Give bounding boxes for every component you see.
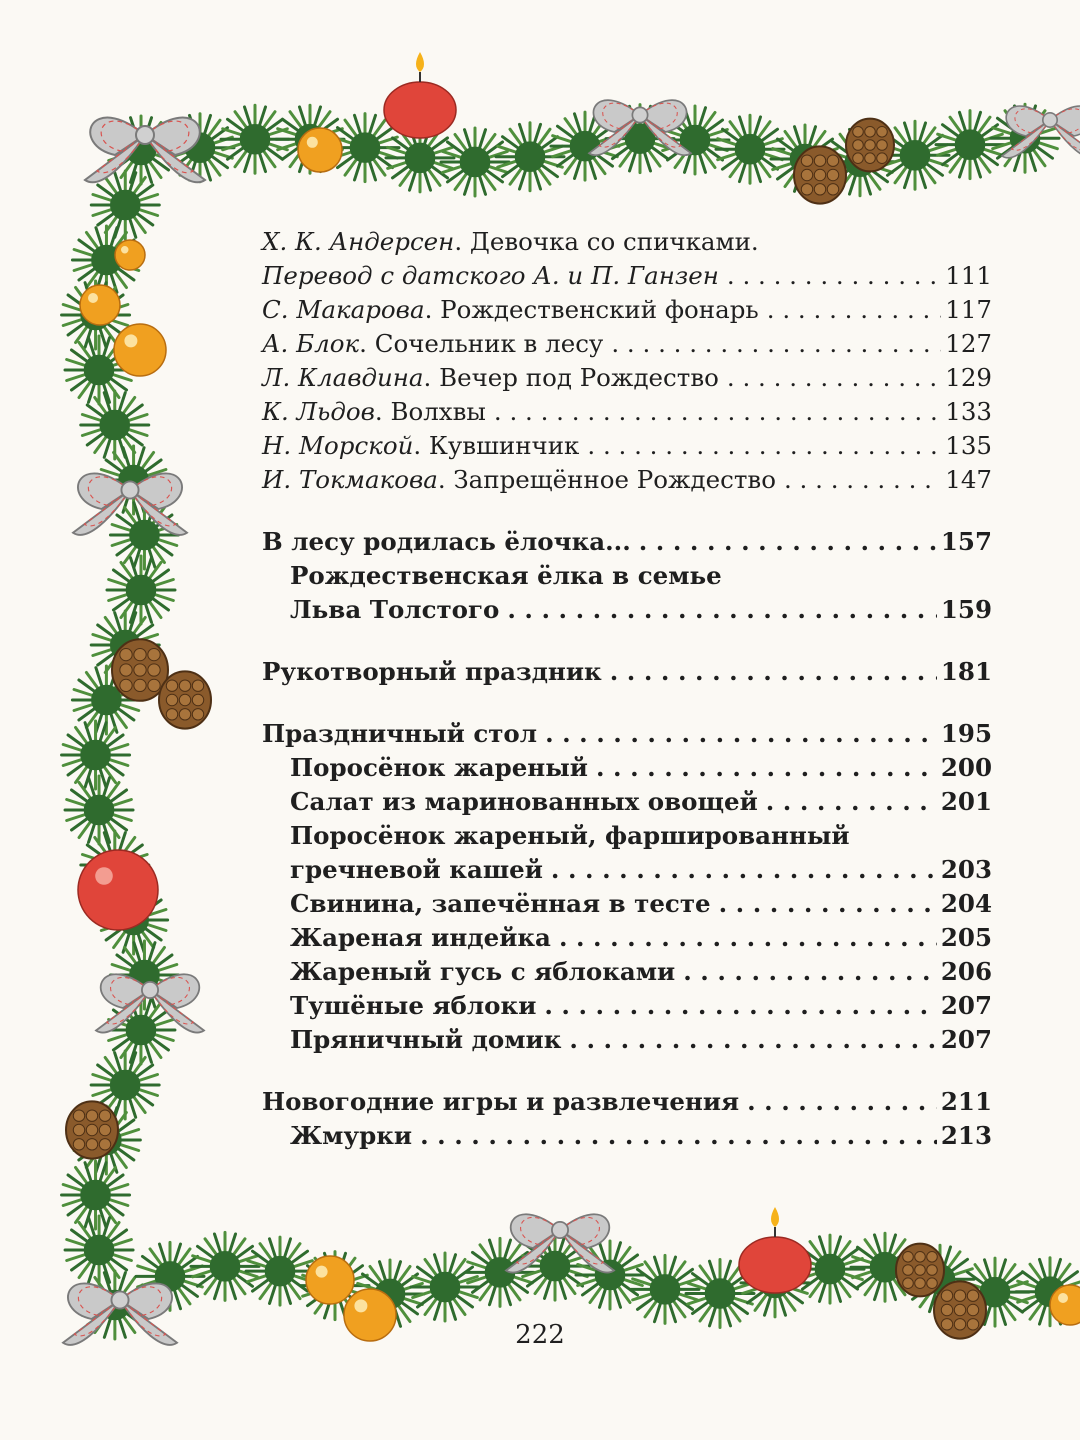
pine-branch-icon	[65, 776, 133, 844]
toc-section	[262, 717, 992, 1057]
entry-author: Л. Клавдина	[262, 363, 424, 392]
toc-entry[interactable]	[262, 429, 992, 463]
section-page-number: 157	[940, 527, 992, 556]
entry-title: Вечер под Рождество	[439, 363, 719, 392]
toc-line	[262, 559, 992, 593]
dot-leader	[420, 1119, 937, 1153]
subentry-page-number: 207	[940, 1025, 992, 1054]
dot-leader	[610, 655, 937, 689]
toc-line	[262, 785, 992, 819]
pine-branch-icon	[936, 111, 1004, 179]
section-page-number: 181	[940, 657, 992, 686]
subentry-title: Свинина, запечённая в тесте	[290, 889, 711, 918]
subentry-page-number: 206	[940, 957, 992, 986]
candle-icon	[384, 52, 456, 138]
toc-line	[262, 853, 992, 887]
toc-subentry[interactable]	[262, 559, 992, 627]
subentry-title-cont: гречневой кашей	[290, 855, 543, 884]
subentry-title: Поросёнок жареный	[290, 753, 588, 782]
pine-branch-icon	[62, 721, 130, 789]
entry-heading	[262, 225, 759, 259]
toc-entry[interactable]	[262, 327, 992, 361]
subentry-title: Жареный гусь с яблоками	[290, 957, 676, 986]
toc-line	[262, 955, 992, 989]
dot-leader	[611, 327, 941, 361]
section-title: Праздничный стол	[262, 719, 538, 748]
pine-branch-icon	[65, 1216, 133, 1284]
pine-cone-icon	[896, 1244, 944, 1297]
toc-entry[interactable]	[262, 361, 992, 395]
toc-line	[262, 819, 992, 853]
toc-line	[262, 327, 992, 361]
pine-cone-icon	[794, 146, 846, 203]
pine-branch-icon	[81, 391, 149, 459]
entry-separator: .	[437, 465, 454, 494]
entry-separator: .	[424, 295, 441, 324]
entry-heading	[262, 429, 579, 463]
toc-subentry[interactable]	[262, 1119, 992, 1153]
toc-line	[262, 921, 992, 955]
subentry-page-number: 207	[940, 991, 992, 1020]
entry-heading	[262, 463, 776, 497]
subentry-title: Пряничный домик	[290, 1025, 562, 1054]
dot-leader	[544, 989, 936, 1023]
table-of-contents	[262, 225, 992, 1153]
toc-subentry[interactable]	[262, 921, 992, 955]
entry-title: Девочка со спичками.	[469, 227, 759, 256]
toc-line	[262, 751, 992, 785]
candle-icon	[739, 1207, 811, 1293]
subentry-title-cont: Льва Толстого	[290, 595, 500, 624]
dot-leader	[559, 921, 937, 955]
entry-author: К. Льдов	[262, 397, 375, 426]
subentry-page-number: 159	[940, 595, 992, 624]
toc-subentry[interactable]	[262, 785, 992, 819]
toc-line	[262, 463, 992, 497]
orange-icon	[114, 324, 166, 376]
toc-subentry[interactable]	[262, 751, 992, 785]
entry-page-number: 135	[945, 431, 992, 460]
subentry-title: Тушёные яблоки	[290, 991, 537, 1020]
toc-entry[interactable]	[262, 395, 992, 429]
entry-separator: .	[413, 431, 429, 460]
entry-author: Н. Морской	[262, 431, 414, 460]
toc-line	[262, 429, 992, 463]
toc-subentry[interactable]	[262, 1023, 992, 1057]
pine-cone-icon	[159, 671, 211, 728]
entry-author: Х. К. Андерсен	[262, 227, 455, 256]
red-apple-icon	[78, 850, 158, 930]
entry-translation: Перевод с датского А. и П. Ганзен	[262, 261, 719, 290]
dot-leader	[683, 955, 937, 989]
toc-subentry[interactable]	[262, 819, 992, 887]
dot-leader	[545, 717, 937, 751]
dot-leader	[727, 361, 941, 395]
entry-author: С. Макарова	[262, 295, 425, 324]
toc-line	[262, 293, 992, 327]
orange-icon	[115, 240, 145, 270]
orange-icon	[306, 1256, 354, 1304]
entry-title: Сочельник в лесу	[374, 329, 604, 358]
entry-heading	[262, 361, 719, 395]
orange-icon	[298, 128, 342, 172]
story-entries	[262, 225, 992, 497]
entry-heading	[262, 327, 603, 361]
subentry-page-number: 203	[940, 855, 992, 884]
pine-cone-icon	[66, 1101, 118, 1158]
entry-title: Волхвы	[390, 397, 486, 426]
subentry-page-number: 213	[940, 1121, 992, 1150]
subentry-title: Поросёнок жареный, фаршированный	[290, 821, 850, 850]
pine-branch-icon	[107, 556, 175, 624]
dot-leader	[719, 887, 937, 921]
toc-section	[262, 1085, 992, 1153]
entry-author: А. Блок	[262, 329, 360, 358]
dot-leader	[767, 293, 941, 327]
toc-sections	[262, 525, 992, 1153]
entry-separator: .	[374, 397, 391, 426]
entry-heading	[262, 395, 486, 429]
section-page-number: 211	[940, 1087, 992, 1116]
subentry-title: Жмурки	[290, 1121, 413, 1150]
section-title: Рукотворный праздник	[262, 657, 602, 686]
toc-subentry[interactable]	[262, 887, 992, 921]
entry-separator: .	[423, 363, 440, 392]
dot-leader	[569, 1023, 936, 1057]
dot-leader	[507, 593, 936, 627]
section-heading[interactable]	[262, 525, 992, 559]
subentry-title: Салат из маринованных овощей	[290, 787, 758, 816]
pine-branch-icon	[91, 171, 159, 239]
pine-branch-icon	[191, 1232, 259, 1300]
toc-line	[262, 1023, 992, 1057]
toc-line	[262, 225, 992, 259]
toc-subentry[interactable]	[262, 955, 992, 989]
entry-heading	[262, 293, 759, 327]
entry-title: Запрещённое Рождество	[453, 465, 776, 494]
entry-page-number: 133	[945, 397, 992, 426]
toc-line	[262, 259, 992, 293]
section-heading[interactable]	[262, 655, 992, 689]
pine-cone-icon	[846, 119, 894, 172]
toc-line	[262, 887, 992, 921]
dot-leader	[727, 259, 941, 293]
pine-branch-icon	[62, 1161, 130, 1229]
toc-section	[262, 655, 992, 689]
subentry-page-number: 200	[940, 753, 992, 782]
toc-section	[262, 525, 992, 627]
entry-page-number: 147	[945, 465, 992, 494]
entry-title: Кувшинчик	[428, 431, 580, 460]
subentry-page-number: 201	[940, 787, 992, 816]
dot-leader	[766, 785, 937, 819]
pine-branch-icon	[441, 128, 509, 196]
entry-page-number: 129	[945, 363, 992, 392]
entry-page-number: 117	[945, 295, 992, 324]
subentry-title: Жареная индейка	[290, 923, 551, 952]
dot-leader	[639, 525, 937, 559]
dot-leader	[494, 395, 941, 429]
pine-branch-icon	[110, 501, 178, 569]
section-heading[interactable]	[262, 1085, 992, 1119]
dot-leader	[587, 429, 941, 463]
entry-page-number: 127	[945, 329, 992, 358]
section-title: В лесу родилась ёлочка...	[262, 527, 631, 556]
dot-leader	[551, 853, 937, 887]
toc-subentry[interactable]	[262, 989, 992, 1023]
toc-entry[interactable]	[262, 225, 992, 293]
entry-separator: .	[359, 329, 375, 358]
toc-entry[interactable]	[262, 463, 992, 497]
toc-line	[262, 989, 992, 1023]
dot-leader	[596, 751, 937, 785]
section-heading[interactable]	[262, 717, 992, 751]
page-number: 222	[515, 1320, 565, 1350]
entry-title: Рождественский фонарь	[440, 295, 759, 324]
toc-line	[262, 361, 992, 395]
entry-separator: .	[454, 227, 470, 256]
orange-icon	[80, 285, 120, 325]
section-title: Новогодние игры и развлечения	[262, 1087, 740, 1116]
section-page-number: 195	[940, 719, 992, 748]
toc-line	[262, 395, 992, 429]
subentry-title: Рождественская ёлка в семье	[290, 561, 722, 590]
subentry-page-number: 205	[940, 923, 992, 952]
toc-line	[262, 593, 992, 627]
dot-leader	[747, 1085, 937, 1119]
toc-entry[interactable]	[262, 293, 992, 327]
dot-leader	[784, 463, 941, 497]
entry-author: И. Токмакова	[262, 465, 438, 494]
toc-line	[262, 1119, 992, 1153]
subentry-page-number: 204	[940, 889, 992, 918]
entry-page-number: 111	[945, 261, 992, 290]
